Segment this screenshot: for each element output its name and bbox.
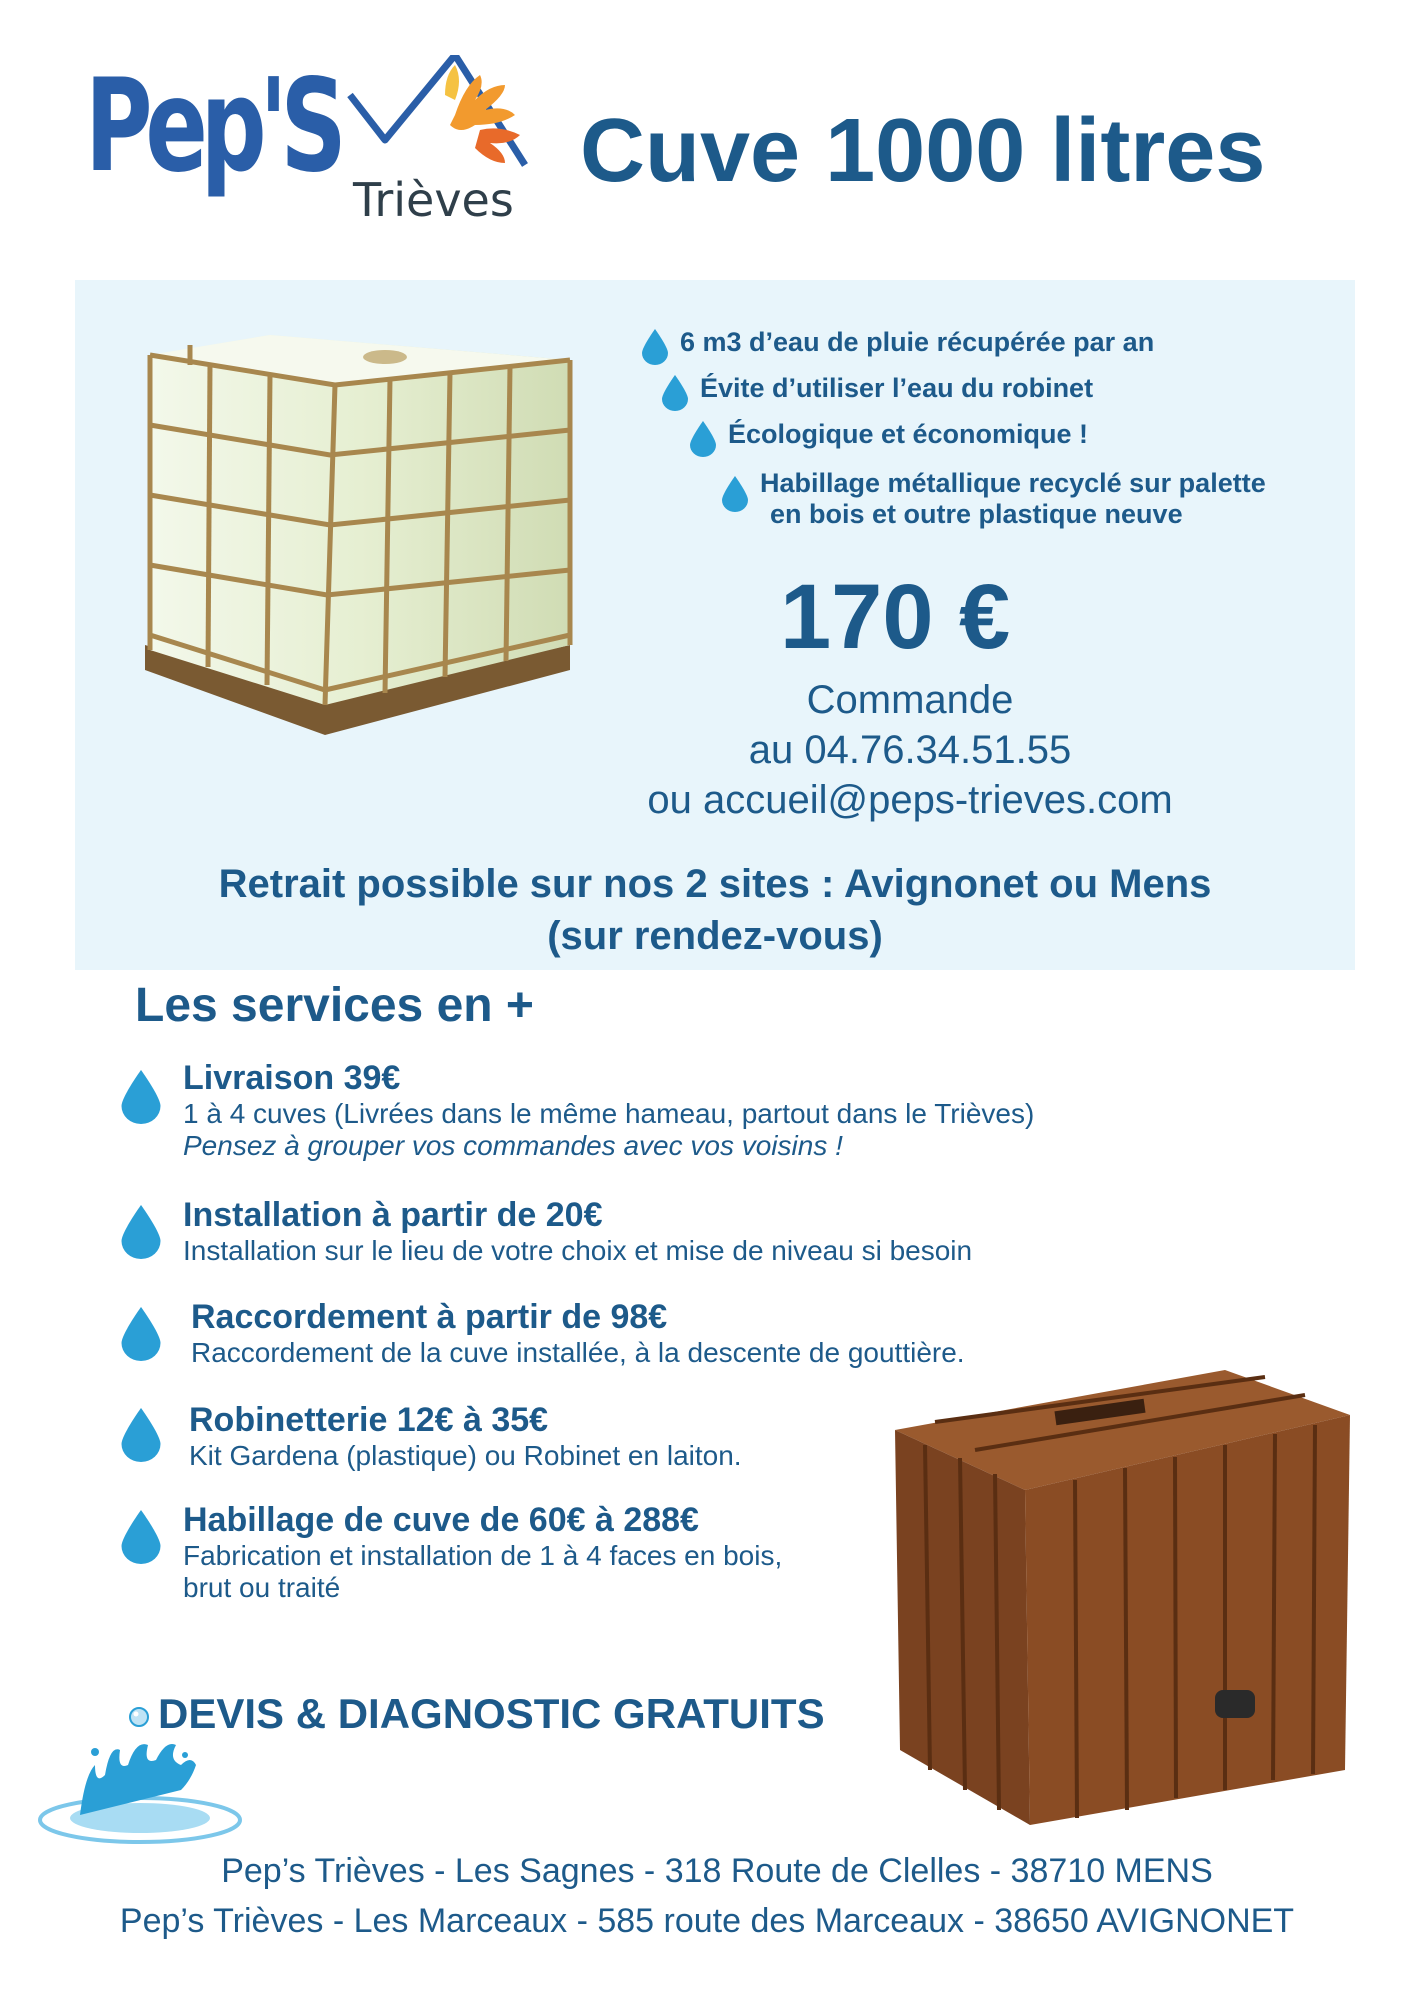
hands-icon — [445, 65, 520, 163]
logo — [85, 52, 535, 235]
water-drop-icon — [690, 421, 716, 457]
water-drop-icon — [121, 1205, 161, 1259]
service-item: Installation à partir de 20€ Installation sur le lieu de votre choix et mise de niveau si besoin — [183, 1195, 972, 1267]
order-email[interactable]: ou accueil@peps-trieves.com — [647, 778, 1173, 822]
water-drop-icon — [121, 1070, 161, 1124]
water-drop-icon — [121, 1510, 161, 1564]
feature-item: Évite d’utiliser l’eau du robinet — [700, 373, 1093, 404]
wooden-crate-image — [895, 1370, 1350, 1825]
price: 170 € — [780, 566, 1011, 668]
water-drop-icon — [662, 375, 688, 411]
water-drop-icon — [121, 1307, 161, 1361]
devis-banner: DEVIS & DIAGNOSTIC GRATUITS — [158, 1690, 825, 1737]
ibc-tank-image — [130, 315, 585, 765]
service-item: Raccordement à partir de 98€ Raccordement de la cuve installée, à la descente de gouttière. — [191, 1297, 965, 1369]
logo-subtitle: Trièves — [353, 173, 514, 227]
bubble-icon — [128, 1706, 150, 1728]
water-drop-icon — [642, 329, 668, 365]
water-splash-icon — [35, 1740, 245, 1850]
water-drop-icon — [121, 1408, 161, 1462]
water-drop-icon — [722, 476, 748, 512]
services-title: Les services en + — [135, 979, 534, 1032]
address-avignonet: Pep’s Trièves - Les Marceaux - 585 route des Marceaux - 38650 AVIGNONET — [119, 1902, 1295, 1940]
service-item: Robinetterie 12€ à 35€ Kit Gardena (plastique) ou Robinet en laiton. — [189, 1400, 742, 1472]
service-item: Habillage de cuve de 60€ à 288€ Fabrication et installation de 1 à 4 faces en bois, brut ou traité — [183, 1500, 782, 1604]
feature-item: 6 m3 d’eau de pluie récupérée par an — [680, 327, 1154, 358]
order-line: Commande — [806, 678, 1014, 722]
service-item: Livraison 39€ 1 à 4 cuves (Livrées dans le même hameau, partout dans le Trièves) Pensez à grouper vos commandes avec vos voisins ! — [183, 1058, 1034, 1162]
logo-brand: Pep'S — [85, 52, 340, 201]
page-title: Cuve 1000 litres — [580, 101, 1266, 201]
order-phone[interactable]: au 04.76.34.51.55 — [748, 728, 1072, 772]
address-mens: Pep’s Trièves - Les Sagnes - 318 Route de Clelles - 38710 MENS — [221, 1852, 1213, 1890]
feature-item: Écologique et économique ! — [728, 419, 1088, 450]
pickup-info: Retrait possible sur nos 2 sites : Avignonet ou Mens (sur rendez-vous) — [218, 862, 1212, 958]
feature-item: Habillage métallique recyclé sur palette en bois et outre plastique neuve — [760, 468, 1266, 530]
